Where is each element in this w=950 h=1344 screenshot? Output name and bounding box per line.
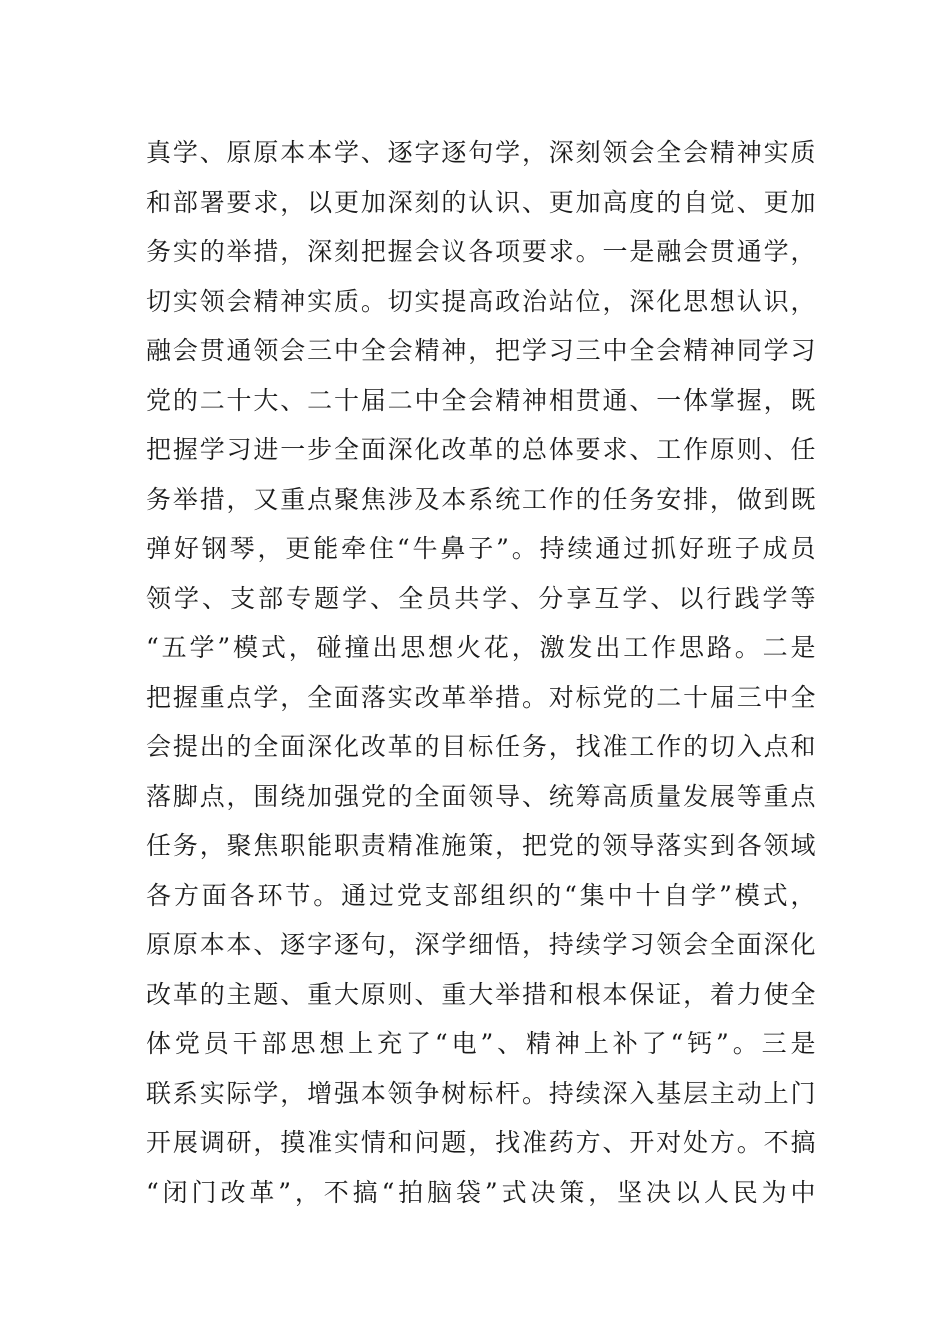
text-line: 改革的主题、重大原则、重大举措和根本保证，着力使全 (146, 979, 816, 1009)
text-line: 任务，聚焦职能职责精准施策，把党的领导落实到各领域 (146, 831, 816, 860)
text-line: 务实的举措，深刻把握会议各项要求。一是融会贯通学， (146, 237, 816, 266)
text-line: 体党员干部思想上充了“电”、精神上补了“钙”。三是 (146, 1029, 816, 1058)
text-line: 把握重点学，全面落实改革举措。对标党的二十届三中全 (146, 682, 816, 712)
text-line: 领学、支部专题学、全员共学、分享互学、以行践学等 (146, 583, 816, 613)
text-line: 真学、原原本本学、逐字逐句学，深刻领会全会精神实质 (146, 138, 816, 167)
text-line: 落脚点，围绕加强党的全面领导、统筹高质量发展等重点 (146, 781, 816, 811)
text-line: 会提出的全面深化改革的目标任务，找准工作的切入点和 (146, 732, 816, 761)
text-line: 开展调研，摸准实情和问题，找准药方、开对处方。不搞 (146, 1128, 816, 1157)
text-line: 务举措，又重点聚焦涉及本系统工作的任务安排，做到既 (146, 484, 816, 514)
text-line: 把握学习进一步全面深化改革的总体要求、工作原则、任 (146, 435, 816, 464)
body-paragraph (146, 128, 816, 1217)
text-line: “五学”模式，碰撞出思想火花，激发出工作思路。二是 (146, 633, 816, 662)
text-line: “闭门改革”，不搞“拍脑袋”式决策，坚决以人民为中 (146, 1177, 816, 1207)
text-line: 各方面各环节。通过党支部组织的“集中十自学”模式， (146, 880, 816, 910)
text-line: 弹好钢琴，更能牵住“牛鼻子”。持续通过抓好班子成员 (146, 534, 816, 563)
text-line: 和部署要求，以更加深刻的认识、更加高度的自觉、更加 (146, 187, 816, 217)
text-line: 原原本本、逐字逐句，深学细悟，持续学习领会全面深化 (146, 930, 816, 959)
text-line: 联系实际学，增强本领争树标杆。持续深入基层主动上门 (146, 1078, 816, 1108)
text-line: 切实领会精神实质。切实提高政治站位，深化思想认识， (146, 286, 816, 316)
text-line: 党的二十大、二十届二中全会精神相贯通、一体掌握，既 (146, 385, 816, 415)
text-line: 融会贯通领会三中全会精神，把学习三中全会精神同学习 (146, 336, 816, 365)
